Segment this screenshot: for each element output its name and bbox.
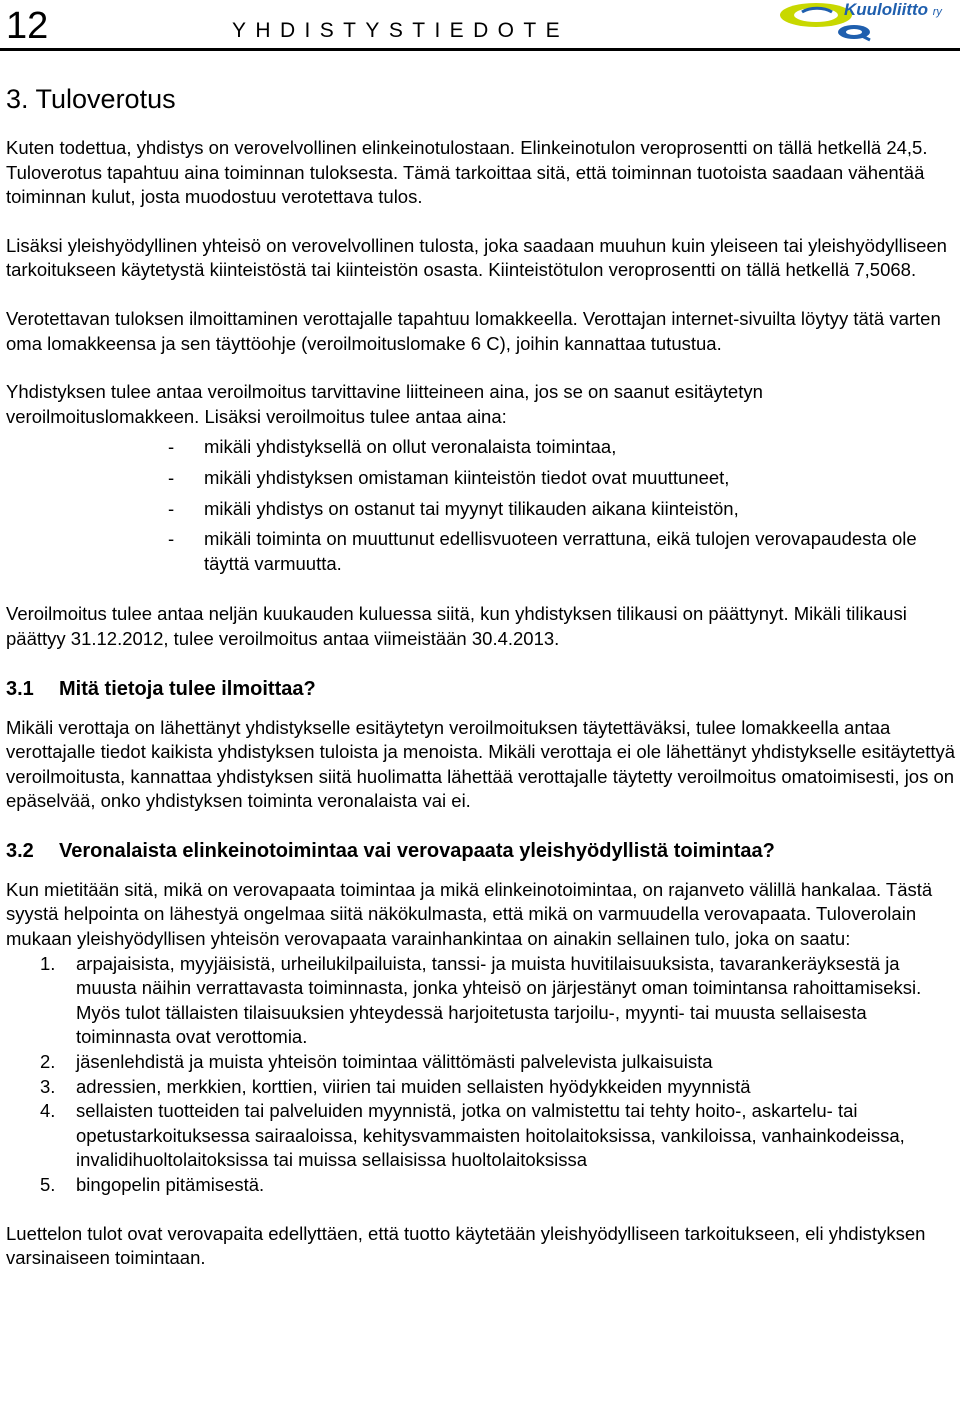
- list-marker: 1.: [40, 952, 56, 974]
- kuuloliitto-logo: [778, 0, 960, 42]
- paragraph: Lisäksi yleishyödyllinen yhteisö on verovelvollinen tulosta, joka saadaan muuhun kuin yleiseen tai yleishyödylliseen tarkoitukseen käytetystä kiinteistöstä tai kiinteistön osasta. Kiinteistötulon veroprosentti on tällä hetkellä 7,5068.: [6, 234, 947, 281]
- section-3-title: 3. Tuloverotus: [6, 84, 176, 114]
- list-item-text: arpajaisista, myyjäisistä, urheilukilpailuista, tanssi- ja muista huvitilaisuuksista, tavarankeräyksestä ja muusta näihin verrattavasta toiminnasta, jonka yhteisö on järjestänyt oman toimintansa rahoittamiseksi. Myös tulot tällaisten tilaisuuksien yhteydessä harjoitetusta tarjoilu-, myynti- tai muusta sellaisesta toiminnasta ovat verottomia.: [76, 952, 922, 1048]
- paragraph: Yhdistyksen tulee antaa veroilmoitus tarvittavine liitteineen aina, jos se on saanut esitäytetyn veroilmoituslomakkeen. Lisäksi veroilmoitus tulee antaa aina:: [6, 381, 763, 427]
- section-3-2-heading: [6, 838, 956, 864]
- list-marker: 4.: [40, 1100, 56, 1122]
- list-item-text: bingopelin pitämisestä.: [76, 1174, 265, 1195]
- logo-suffix: ry: [932, 6, 942, 18]
- paragraph: Verotettavan tuloksen ilmoittaminen verottajalle tapahtuu lomakkeella. Verottajan internet-sivuilta löytyy tätä varten oma lomakkeensa ja sen täyttöohje (veroilmoituslomake 6 C), joihin kannattaa tutustua.: [6, 307, 941, 354]
- list-item: - mikäli toiminta on muuttunut edellisvuoteen verrattuna, eikä tulojen verovapaudesta ole täyttä varmuutta.: [168, 528, 917, 574]
- paragraph: Kun mietitään sitä, mikä on verovapaata toimintaa ja mikä elinkeinotoimintaa, on rajanveto välillä hankalaa. Tästä syystä helpointa on lähestyä ongelmaa siitä näkökulmasta, että mikä on varmuudella verovapaata. Tuloverolain mukaan yleishyödyllisen yhteisön verovapaata varainhankintaa on ainakin sellainen tulo, joka on saatu:: [6, 878, 933, 950]
- section-title: Mitä tietoja tulee ilmoittaa?: [59, 677, 316, 700]
- dash-list: [6, 435, 956, 576]
- paragraph: Kuten todettua, yhdistys on verovelvollinen elinkeinotulostaan. Elinkeinotulon veroprosentti on tällä hetkellä 24,5. Tuloverotus tapahtuu aina toiminnan tuloksesta. Tämä tarkoittaa sitä, että toiminnan tuotoista saadaan vähentää toiminnan kulut, josta muodostuu verotettava tulos.: [6, 137, 928, 208]
- page-content: [6, 82, 956, 1271]
- list-item: - mikäli yhdistys on ostanut tai myynyt tilikauden aikana kiinteistön,: [168, 497, 739, 519]
- list-item-text: adressien, merkkien, korttien, viirien tai muiden sellaisten hyödykkeiden myynnistä: [76, 1075, 751, 1097]
- logo-name: Kuuloliitto: [844, 0, 929, 19]
- list-marker: 5.: [40, 1174, 56, 1195]
- list-item-text: jäsenlehdistä ja muista yhteisön toimintaa välittömästi palvelevista julkaisuista: [76, 1051, 713, 1073]
- list-item: [6, 1075, 956, 1100]
- list-item: - mikäli yhdistyksellä on ollut veronalaista toimintaa,: [168, 436, 617, 458]
- list-item: [6, 1050, 956, 1075]
- list-item-text: mikäli toiminta on muuttunut edellisvuoteen verrattuna, eikä tulojen verovapaudesta ole täyttä varmuutta.: [204, 528, 917, 574]
- header-rule: [0, 48, 960, 51]
- list-item: - mikäli yhdistyksen omistaman kiinteistön tiedot ovat muuttuneet,: [168, 466, 730, 488]
- list-item-text: mikäli yhdistys on ostanut tai myynyt tilikauden aikana kiinteistön,: [204, 497, 739, 519]
- paragraph: Mikäli verottaja on lähettänyt yhdistykselle esitäytetyn veroilmoituksen täytettäväksi, tulee lomakkeella antaa verottajalle tiedot kaikista yhdistyksen tuloista ja menoista. Mikäli verottaja ei ole lähettänyt yhdistykselle esitäytettyä veroilmoitusta, kannattaa yhdistyksen siitä huolimatta lähettää verottajalle täytetty veroilmoitus omatoimisesti, jos on epäselvää, onko yhdistyksen toiminta veronalaista vai ei.: [6, 716, 956, 812]
- logo-text: [844, 0, 942, 20]
- section-3-1-heading: [6, 676, 956, 702]
- list-item-text: sellaisten tuotteiden tai palveluiden myynnistä, jotka on valmistettu tai tehty hoito-, askartelu- tai opetustarkoituksessa sairaaloissa, kehitysvammaisten hoitolaitoksissa, vankiloissa, vanhainkodeissa, invalidihuoltolaitoksissa tai muissa sellaisissa huoltolaitoksissa: [76, 1100, 905, 1171]
- numbered-list: [6, 952, 956, 1198]
- section-number: 3.1: [6, 677, 34, 700]
- list-item: [6, 952, 956, 1050]
- paragraph: Veroilmoitus tulee antaa neljän kuukauden kuluessa siitä, kun yhdistyksen tilikausi on päättynyt. Mikäli tilikausi päättyy 31.12.2012, tulee veroilmoitus antaa viimeistään 30.4.2013.: [6, 603, 907, 649]
- page-number: 12: [6, 5, 49, 47]
- list-item-text: mikäli yhdistyksen omistaman kiinteistön tiedot ovat muuttuneet,: [204, 466, 730, 488]
- list-marker: 2.: [40, 1051, 56, 1073]
- list-item: [6, 1099, 956, 1173]
- list-marker: 3.: [40, 1075, 56, 1097]
- paragraph: Luettelon tulot ovat verovapaita edellyttäen, että tuotto käytetään yleishyödylliseen tarkoitukseen, eli yhdistyksen varsinaiseen toimintaan.: [6, 1222, 926, 1269]
- list-item: [6, 1173, 956, 1198]
- page-header: [0, 0, 960, 52]
- running-title: YHDISTYSTIEDOTE: [232, 19, 570, 42]
- section-number: 3.2: [6, 839, 34, 862]
- list-item-text: mikäli yhdistyksellä on ollut veronalaista toimintaa,: [204, 436, 617, 458]
- section-title: Veronalaista elinkeinotoimintaa vai verovapaata yleishyödyllistä toimintaa?: [59, 839, 775, 862]
